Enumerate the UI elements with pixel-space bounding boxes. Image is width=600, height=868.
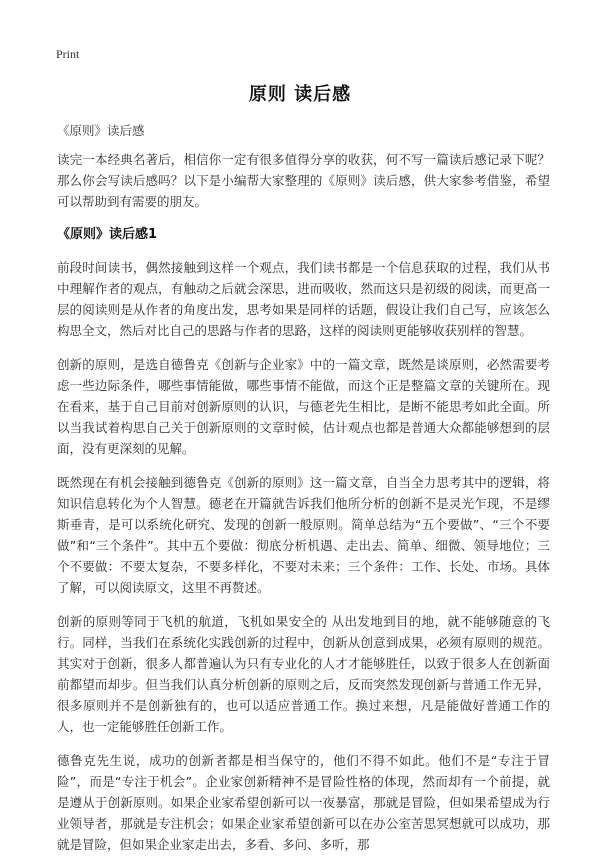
body-paragraph-5: 德鲁克先生说，成功的创新者都是相当保守的，他们不得不如此。他们不是“专注于冒险”，而是“专注于机会”。企业家创新精神不是冒险性格的体现，然而却有一个前提，就是遵从于创新原则。如果企业家希望创新可以一夜暴富，那就是冒险，但如果希望成为行业领导者，那就是专注机会；如果企业家希望创新可以在办公室苦思冥想就可以成功，那就是冒险，但如果企业家走出去，多看、多问、多听，那 [57, 753, 550, 852]
document-body [57, 149, 550, 868]
body-paragraph-2: 创新的原则，是选自德鲁克《创新与企业家》中的一篇文章，既然是谈原则，必然需要考虑一些边际条件，哪些事情能做，哪些事情不能做，而这个正是整篇文章的关键所在。现在看来，基于自己目前对创新原则的认识，与德老先生相比，是断不能思考如此全面。所以当我试着构思自己关于创新原则的文章时候，估计观点也都是普通大众都能够想到的层面，没有更深刻的见解。 [57, 357, 550, 456]
page-title: 原则 读后感 [248, 84, 352, 105]
body-paragraph-1: 前段时间读书，偶然接触到这样一个观点，我们读书都是一个信息获取的过程，我们从书中理解作者的观点，有触动之后就会深思，进而吸收，然而这只是初级的阅读，而更高一层的阅读则是从作者的角度出发，思考如果是同样的话题，假设让我们自己写，应该怎么构思全文，然后对比自己的思路与作者的思路，这样的阅读则更能够收获别样的智慧。 [57, 260, 550, 338]
body-paragraph-3: 既然现在有机会接触到德鲁克《创新的原则》这一篇文章，自当全力思考其中的逻辑，将知识信息转化为个人智慧。德老在开篇就告诉我们他所分析的创新不是灵光乍现，不是缪斯垂青，是可以系统化研究、发现的创新一般原则。简单总结为“五个要做”、“三个不要做”和“三个条件”。其中五个要做：彻底分析机遇、走出去、简单、细微、领导地位；三个不要做：不要太复杂，不要多样化，不要对未来；三个条件：工作、长处、市场。具体了解，可以阅读原文，这里不再赘述。 [57, 475, 550, 595]
page-subtitle: 《原则》读后感 [57, 123, 145, 138]
intro-paragraph: 读完一本经典名著后，相信你一定有很多值得分享的收获，何不写一篇读后感记录下呢？那么你会写读后感吗？以下是小编帮大家整理的《原则》读后感，供大家参考借鉴，希望可以帮助到有需要的朋友。 [57, 152, 550, 209]
section-heading: 《原则》读后感1 [57, 227, 158, 242]
body-paragraph-4: 创新的原则等同于飞机的航道，飞机如果安全的 从出发地到目的地，就不能够随意的飞行。同样，当我们在系统化实践创新的过程中，创新从创意到成果，必须有原则的规范。其实对于创新，很多人都普遍认为只有专业化的人才才能够胜任，以致于很多人在创新面前都望而却步。但当我们认真分析创新的原则之后，反而突然发现创新与普通工作无异，很多原则并不是创新独有的，也可以适应普通工作。换过来想，凡是能做好普通工作的人，也一定能够胜任创新工作。 [57, 614, 550, 734]
print-label[interactable]: Print [56, 47, 80, 61]
